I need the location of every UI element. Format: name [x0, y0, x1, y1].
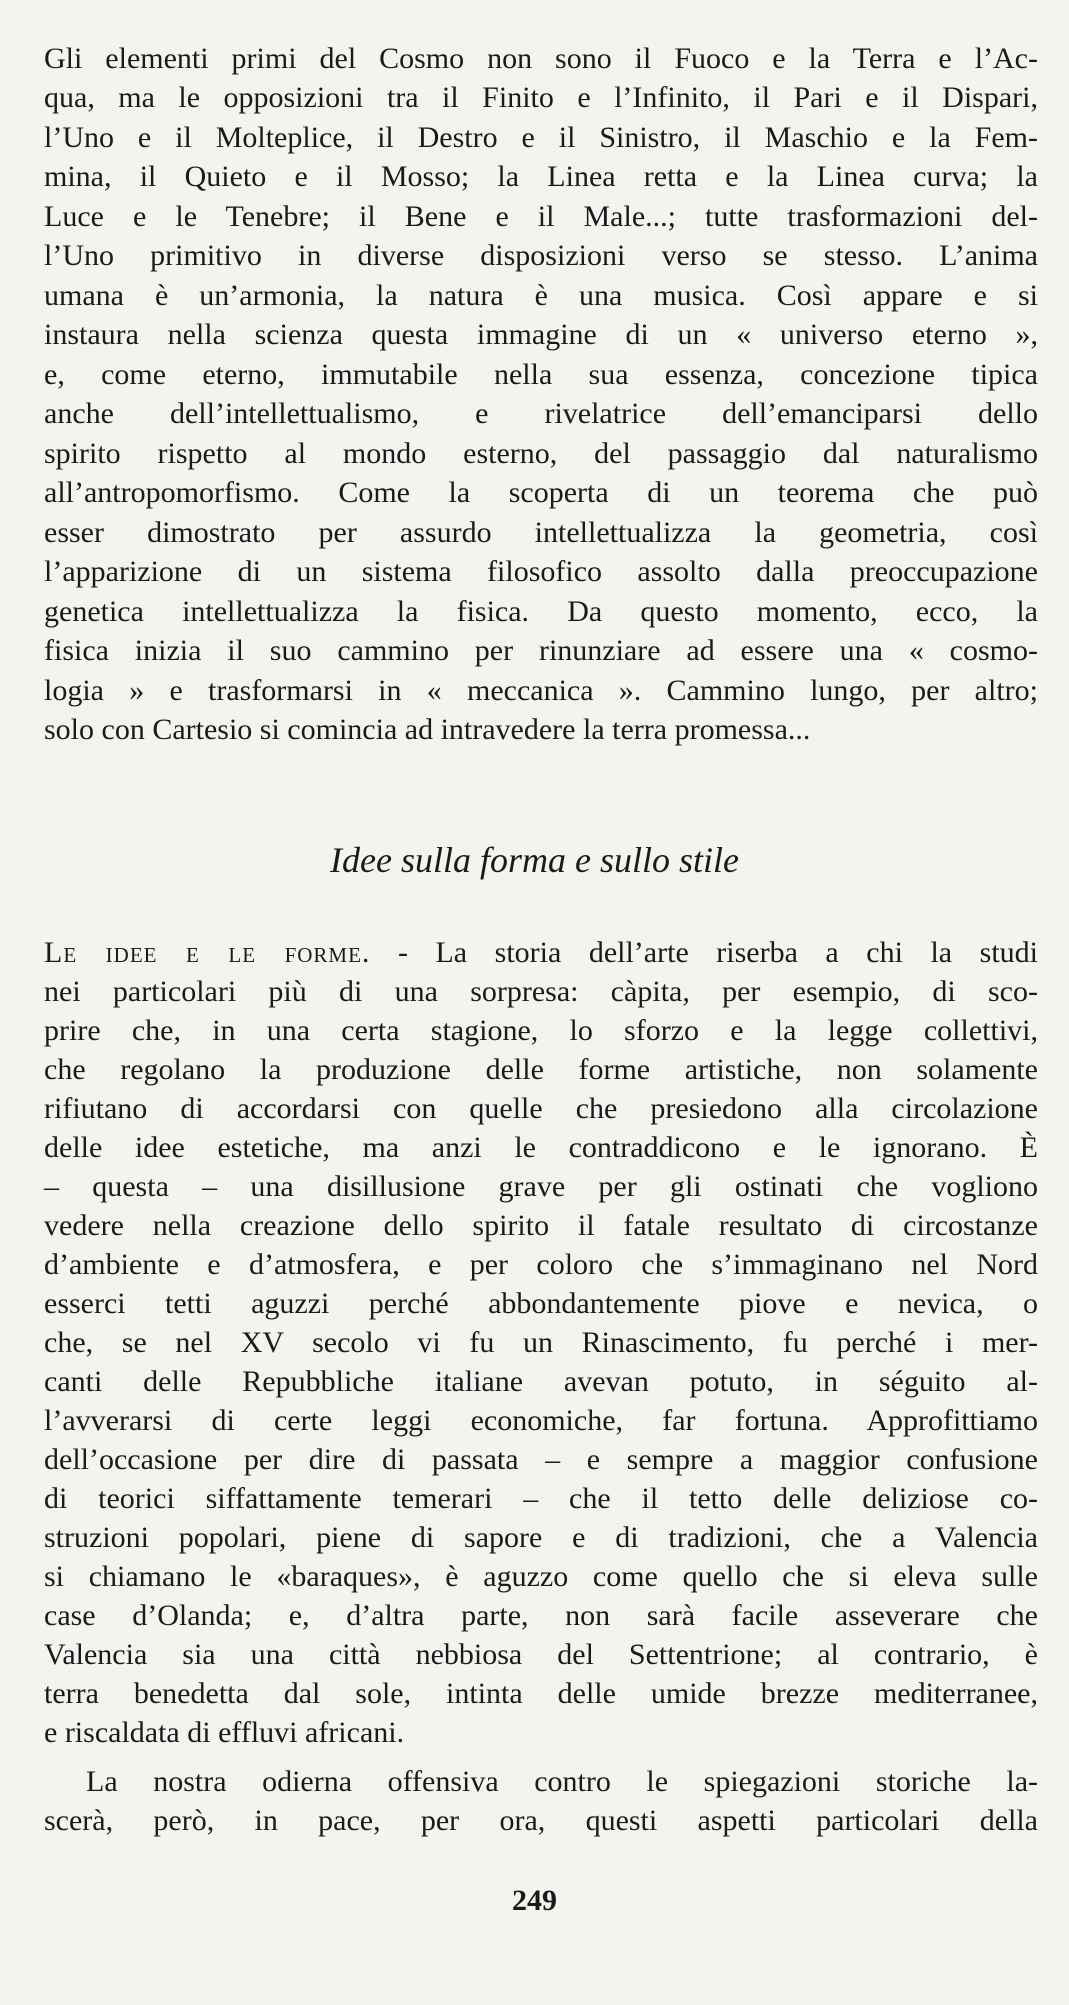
- text-line: l’Uno primitivo in diverse disposizioni verso se stesso. L’anima: [44, 239, 1038, 272]
- text-line: instaura nella scienza questa immagine di un « universo eterno »,: [44, 318, 1038, 351]
- section-heading: Idee sulla forma e sullo stile: [330, 840, 739, 880]
- text-line: Luce e le Tenebre; il Bene e il Male...; tutte trasformazioni del-: [44, 200, 1038, 233]
- text-line: fisica inizia il suo cammino per rinunziare ad essere una « cosmo-: [44, 634, 1038, 667]
- text-line: – questa – una disillusione grave per gli ostinati che vogliono: [44, 1170, 1038, 1203]
- text-line: l’apparizione di un sistema filosofico assolto dalla preoccupazione: [44, 555, 1038, 588]
- text-line: mina, il Quieto e il Mosso; la Linea retta e la Linea curva; la: [44, 160, 1038, 193]
- page-number: 249: [512, 1884, 557, 1917]
- text-line: struzioni popolari, piene di sapore e di tradizioni, che a Valencia: [44, 1521, 1038, 1554]
- text-line: d’ambiente e d’atmosfera, e per coloro che s’immaginano nel Nord: [44, 1248, 1038, 1281]
- text-line: prire che, in una certa stagione, lo sforzo e la legge collettivi,: [44, 1014, 1038, 1047]
- text-line: delle idee estetiche, ma anzi le contraddicono e le ignorano. È: [44, 1131, 1038, 1164]
- text-line: Gli elementi primi del Cosmo non sono il Fuoco e la Terra e l’Ac-: [44, 42, 1038, 75]
- text-line: che regolano la produzione delle forme artistiche, non solamente: [44, 1053, 1038, 1086]
- paragraph-lead: Le idee e le forme.: [44, 936, 371, 969]
- text-line: genetica intellettualizza la fisica. Da questo momento, ecco, la: [44, 595, 1038, 628]
- text-line: l’avverarsi di certe leggi economiche, far fortuna. Approfittiamo: [44, 1404, 1038, 1437]
- text-span: - La storia dell’arte riserba a chi la studi: [370, 936, 1038, 969]
- text-line: esser dimostrato per assurdo intellettualizza la geometria, così: [44, 516, 1038, 549]
- text-line: canti delle Repubbliche italiane avevan potuto, in séguito al-: [44, 1365, 1038, 1398]
- text-line: logia » e trasformarsi in « meccanica ». Cammino lungo, per altro;: [44, 674, 1038, 707]
- text-line: spirito rispetto al mondo esterno, del passaggio dal naturalismo: [44, 437, 1038, 470]
- text-line: [44, 934, 1038, 972]
- text-line: e, come eterno, immutabile nella sua essenza, concezione tipica: [44, 358, 1038, 391]
- text-line: Valencia sia una città nebbiosa del Settentrione; al contrario, è: [44, 1638, 1038, 1671]
- text-line: scerà, però, in pace, per ora, questi aspetti particolari della: [44, 1804, 1038, 1837]
- text-line: dell’occasione per dire di passata – e sempre a maggior confusione: [44, 1443, 1038, 1476]
- text-line: terra benedetta dal sole, intinta delle umide brezze mediterranee,: [44, 1677, 1038, 1710]
- text-line: si chiamano le «baraques», è aguzzo come quello che si eleva sulle: [44, 1560, 1038, 1593]
- text-line: che, se nel XV secolo vi fu un Rinascimento, fu perché i mer-: [44, 1326, 1038, 1359]
- text-line: nei particolari più di una sorpresa: càpita, per esempio, di sco-: [44, 975, 1038, 1008]
- text-line: e riscaldata di effluvi africani.: [44, 1716, 405, 1749]
- text-line: case d’Olanda; e, d’altra parte, non sarà facile asseverare che: [44, 1599, 1038, 1632]
- text-line: esserci tetti aguzzi perché abbondantemente piove e nevica, o: [44, 1287, 1038, 1320]
- text-line: umana è un’armonia, la natura è una musica. Così appare e si: [44, 279, 1038, 312]
- text-line: l’Uno e il Molteplice, il Destro e il Sinistro, il Maschio e la Fem-: [44, 121, 1038, 154]
- text-line: solo con Cartesio si comincia ad intravedere la terra promessa...: [44, 713, 811, 746]
- text-line: vedere nella creazione dello spirito il fatale resultato di circostanze: [44, 1209, 1038, 1242]
- text-line: anche dell’intellettualismo, e rivelatrice dell’emanciparsi dello: [44, 397, 1038, 430]
- text-line: La nostra odierna offensiva contro le spiegazioni storiche la-: [86, 1765, 1038, 1798]
- text-line: all’antropomorfismo. Come la scoperta di un teorema che può: [44, 476, 1038, 509]
- text-line: qua, ma le opposizioni tra il Finito e l’Infinito, il Pari e il Dispari,: [44, 81, 1038, 114]
- text-line: rifiutano di accordarsi con quelle che presiedono alla circolazione: [44, 1092, 1038, 1125]
- text-line: di teorici siffattamente temerari – che il tetto delle deliziose co-: [44, 1482, 1038, 1515]
